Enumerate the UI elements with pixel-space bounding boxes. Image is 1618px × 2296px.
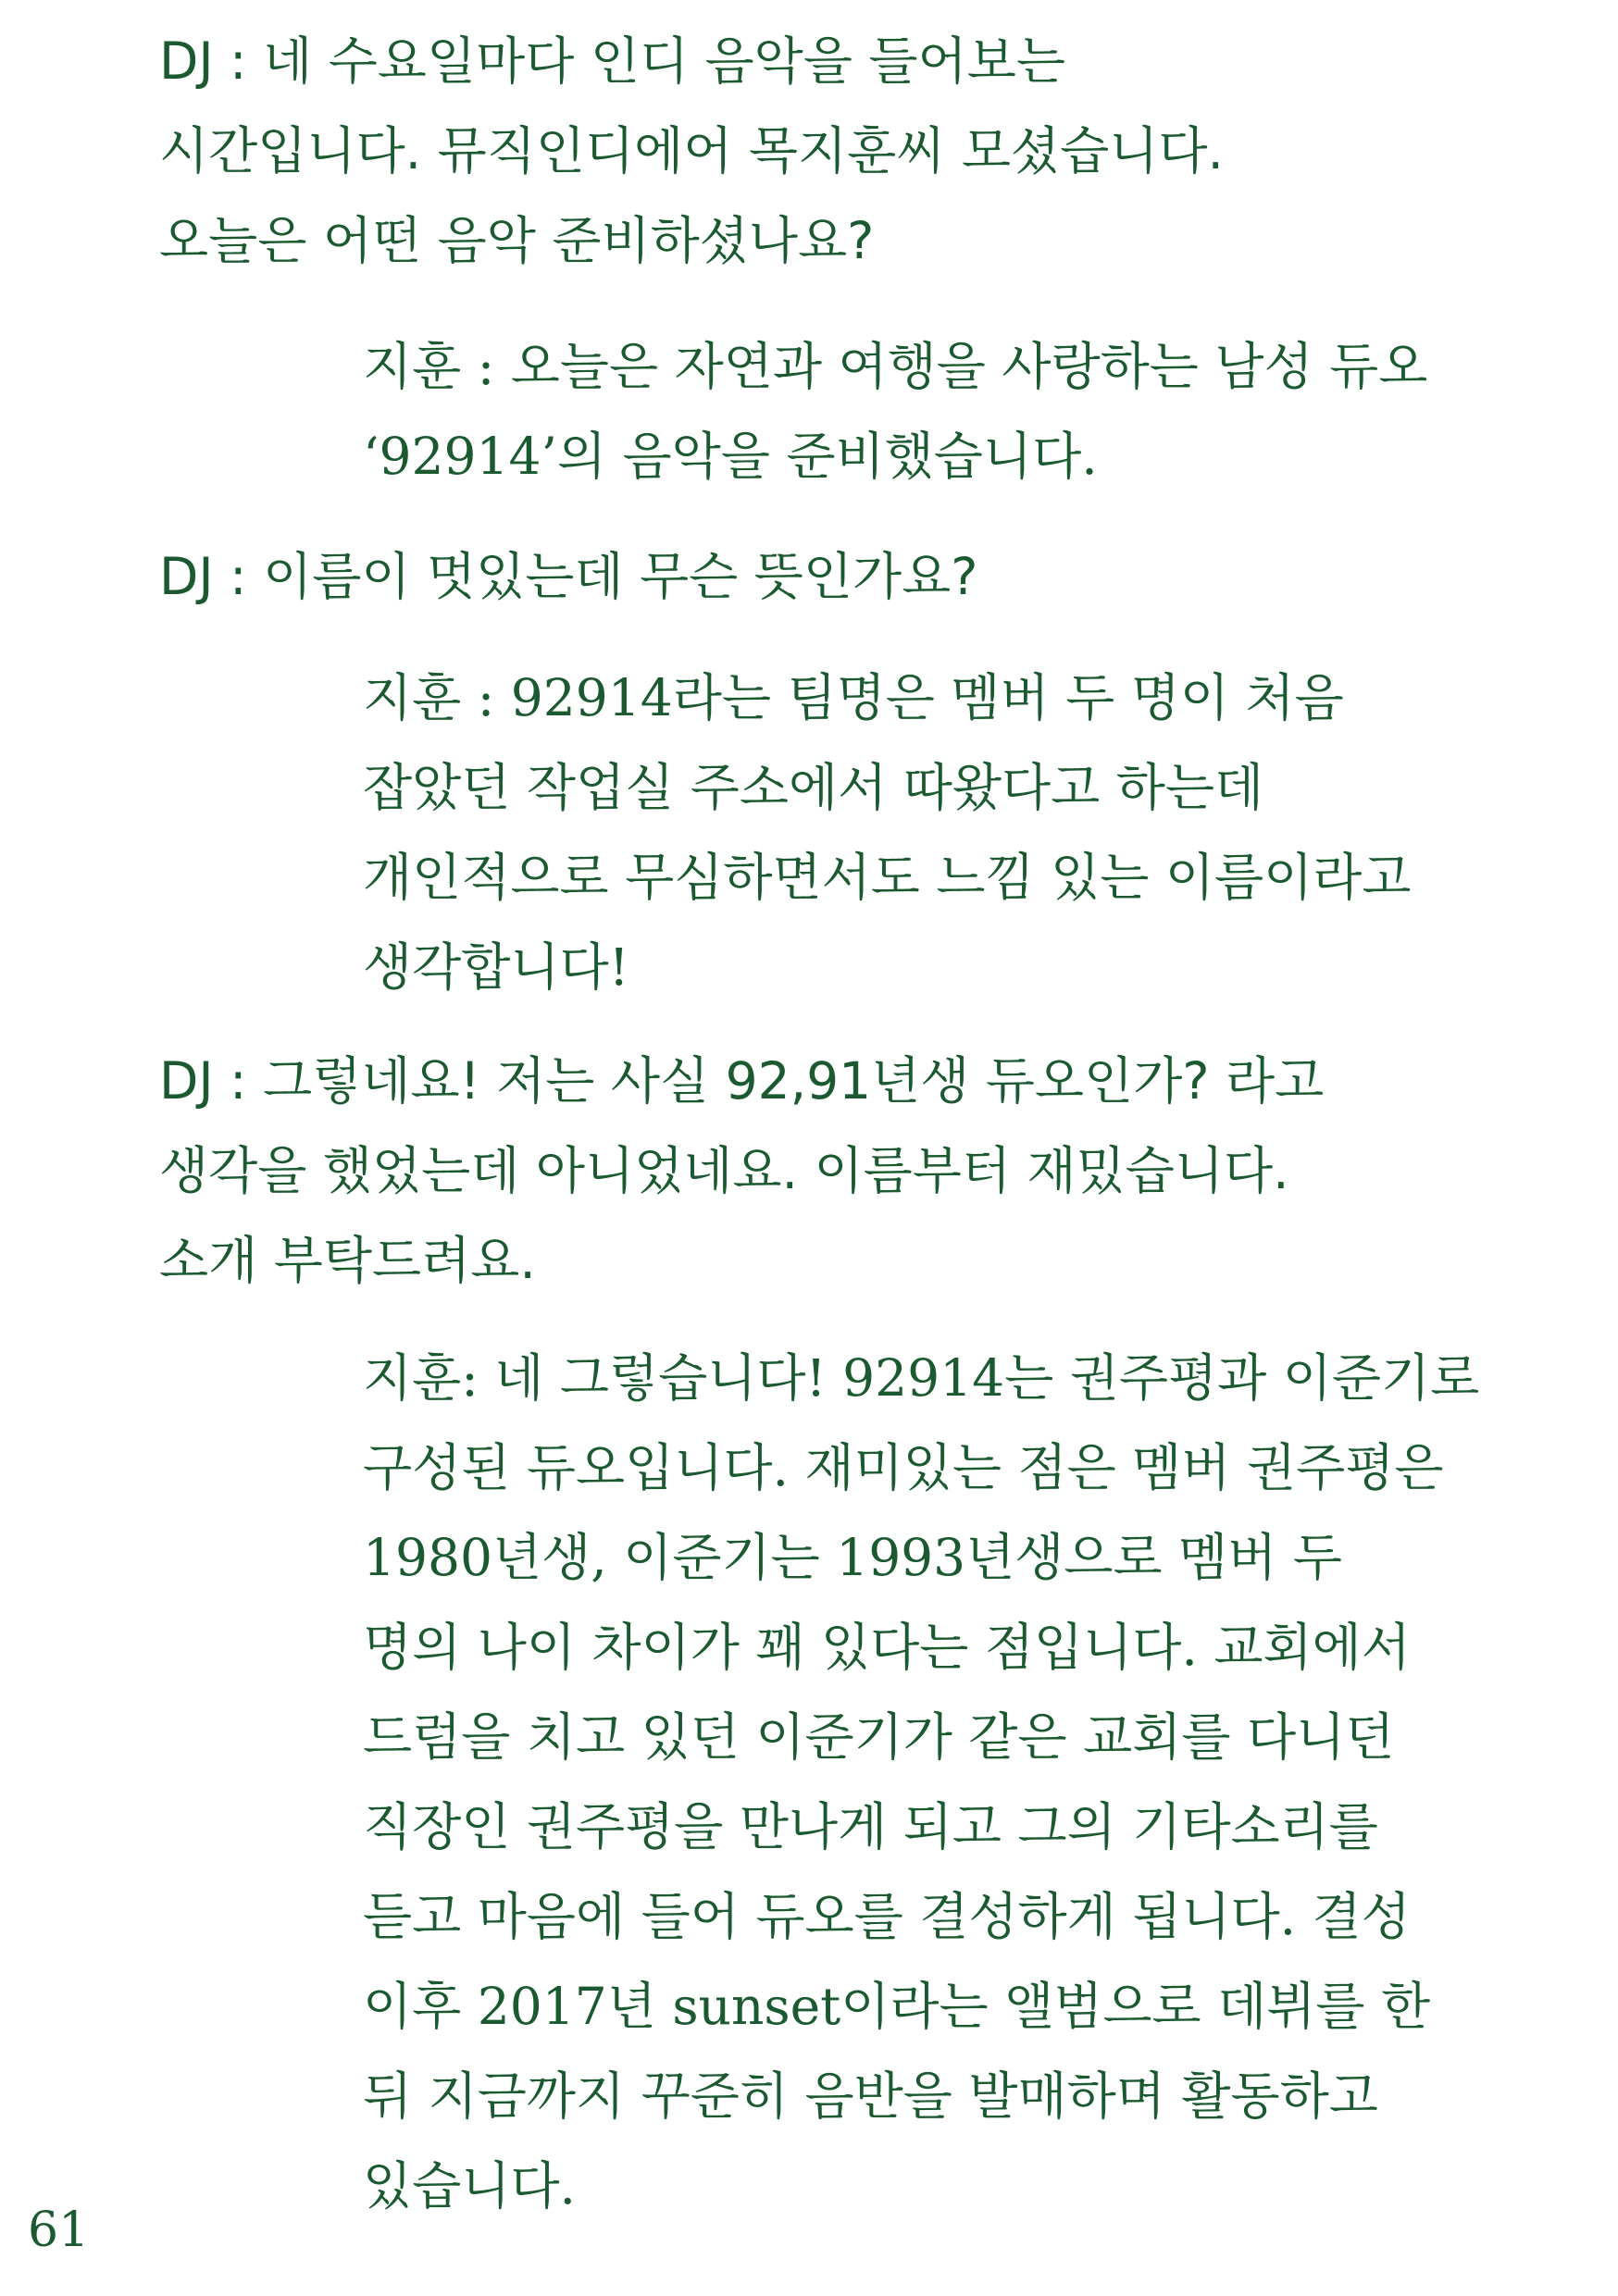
text-line: 시간입니다. 뮤직인디에어 목지훈씨 모셨습니다. <box>159 121 1225 180</box>
guest-speech-block <box>363 1334 1479 2231</box>
text-line: 지훈: 네 그렇습니다! 92914는 권주평과 이준기로 <box>363 1348 1480 1408</box>
text-line: 1980년생, 이준기는 1993년생으로 멤버 두 <box>363 1528 1343 1587</box>
text-line: 드럼을 치고 있던 이준기가 같은 교회를 다니던 <box>363 1707 1395 1767</box>
guest-speech-block <box>363 322 1427 502</box>
text-line: 지훈 : 오늘은 자연과 여행을 사랑하는 남성 듀오 <box>363 337 1428 396</box>
dj-speech-block <box>159 17 1224 286</box>
text-line: 있습니다. <box>363 2156 577 2215</box>
text-line: 이후 2017년 sunset이라는 앨범으로 데뷔를 한 <box>363 1977 1431 2036</box>
text-line: 지훈 : 92914라는 팀명은 멤버 두 명이 처음 <box>363 668 1344 727</box>
text-line: DJ : 네 수요일마다 인디 음악을 들어보는 <box>159 31 1065 91</box>
text-line: 잡았던 작업실 주소에서 따왔다고 하는데 <box>363 758 1264 817</box>
text-line: ‘92914’의 음악을 준비했습니다. <box>363 427 1098 486</box>
text-line: DJ : 이름이 멋있는데 무슨 뜻인가요? <box>159 547 978 606</box>
text-line: 명의 나이 차이가 꽤 있다는 점입니다. 교회에서 <box>363 1618 1411 1677</box>
dj-speech-block <box>159 1036 1324 1306</box>
text-line: 뒤 지금까지 꾸준히 음반을 발매하며 활동하고 <box>363 2066 1378 2126</box>
text-line: 구성된 듀오입니다. 재미있는 점은 멤버 권주평은 <box>363 1438 1444 1497</box>
text-line: 오늘은 어떤 음악 준비하셨나요? <box>159 211 875 270</box>
text-line: 소개 부탁드려요. <box>159 1231 536 1290</box>
page-number: 61 <box>28 2203 90 2258</box>
guest-speech-block <box>363 653 1412 1012</box>
text-line: 생각합니다! <box>363 937 629 997</box>
text-line: DJ : 그렇네요! 저는 사실 92,91년생 듀오인가? 라고 <box>159 1051 1325 1111</box>
text-line: 듣고 마음에 들어 듀오를 결성하게 됩니다. 결성 <box>363 1887 1411 1946</box>
text-line: 개인적으로 무심하면서도 느낌 있는 이름이라고 <box>363 848 1412 907</box>
dj-speech-block <box>159 532 977 622</box>
text-line: 직장인 권주평을 만나게 되고 그의 기타소리를 <box>363 1797 1378 1856</box>
text-line: 생각을 했었는데 아니었네요. 이름부터 재밌습니다. <box>159 1141 1289 1200</box>
